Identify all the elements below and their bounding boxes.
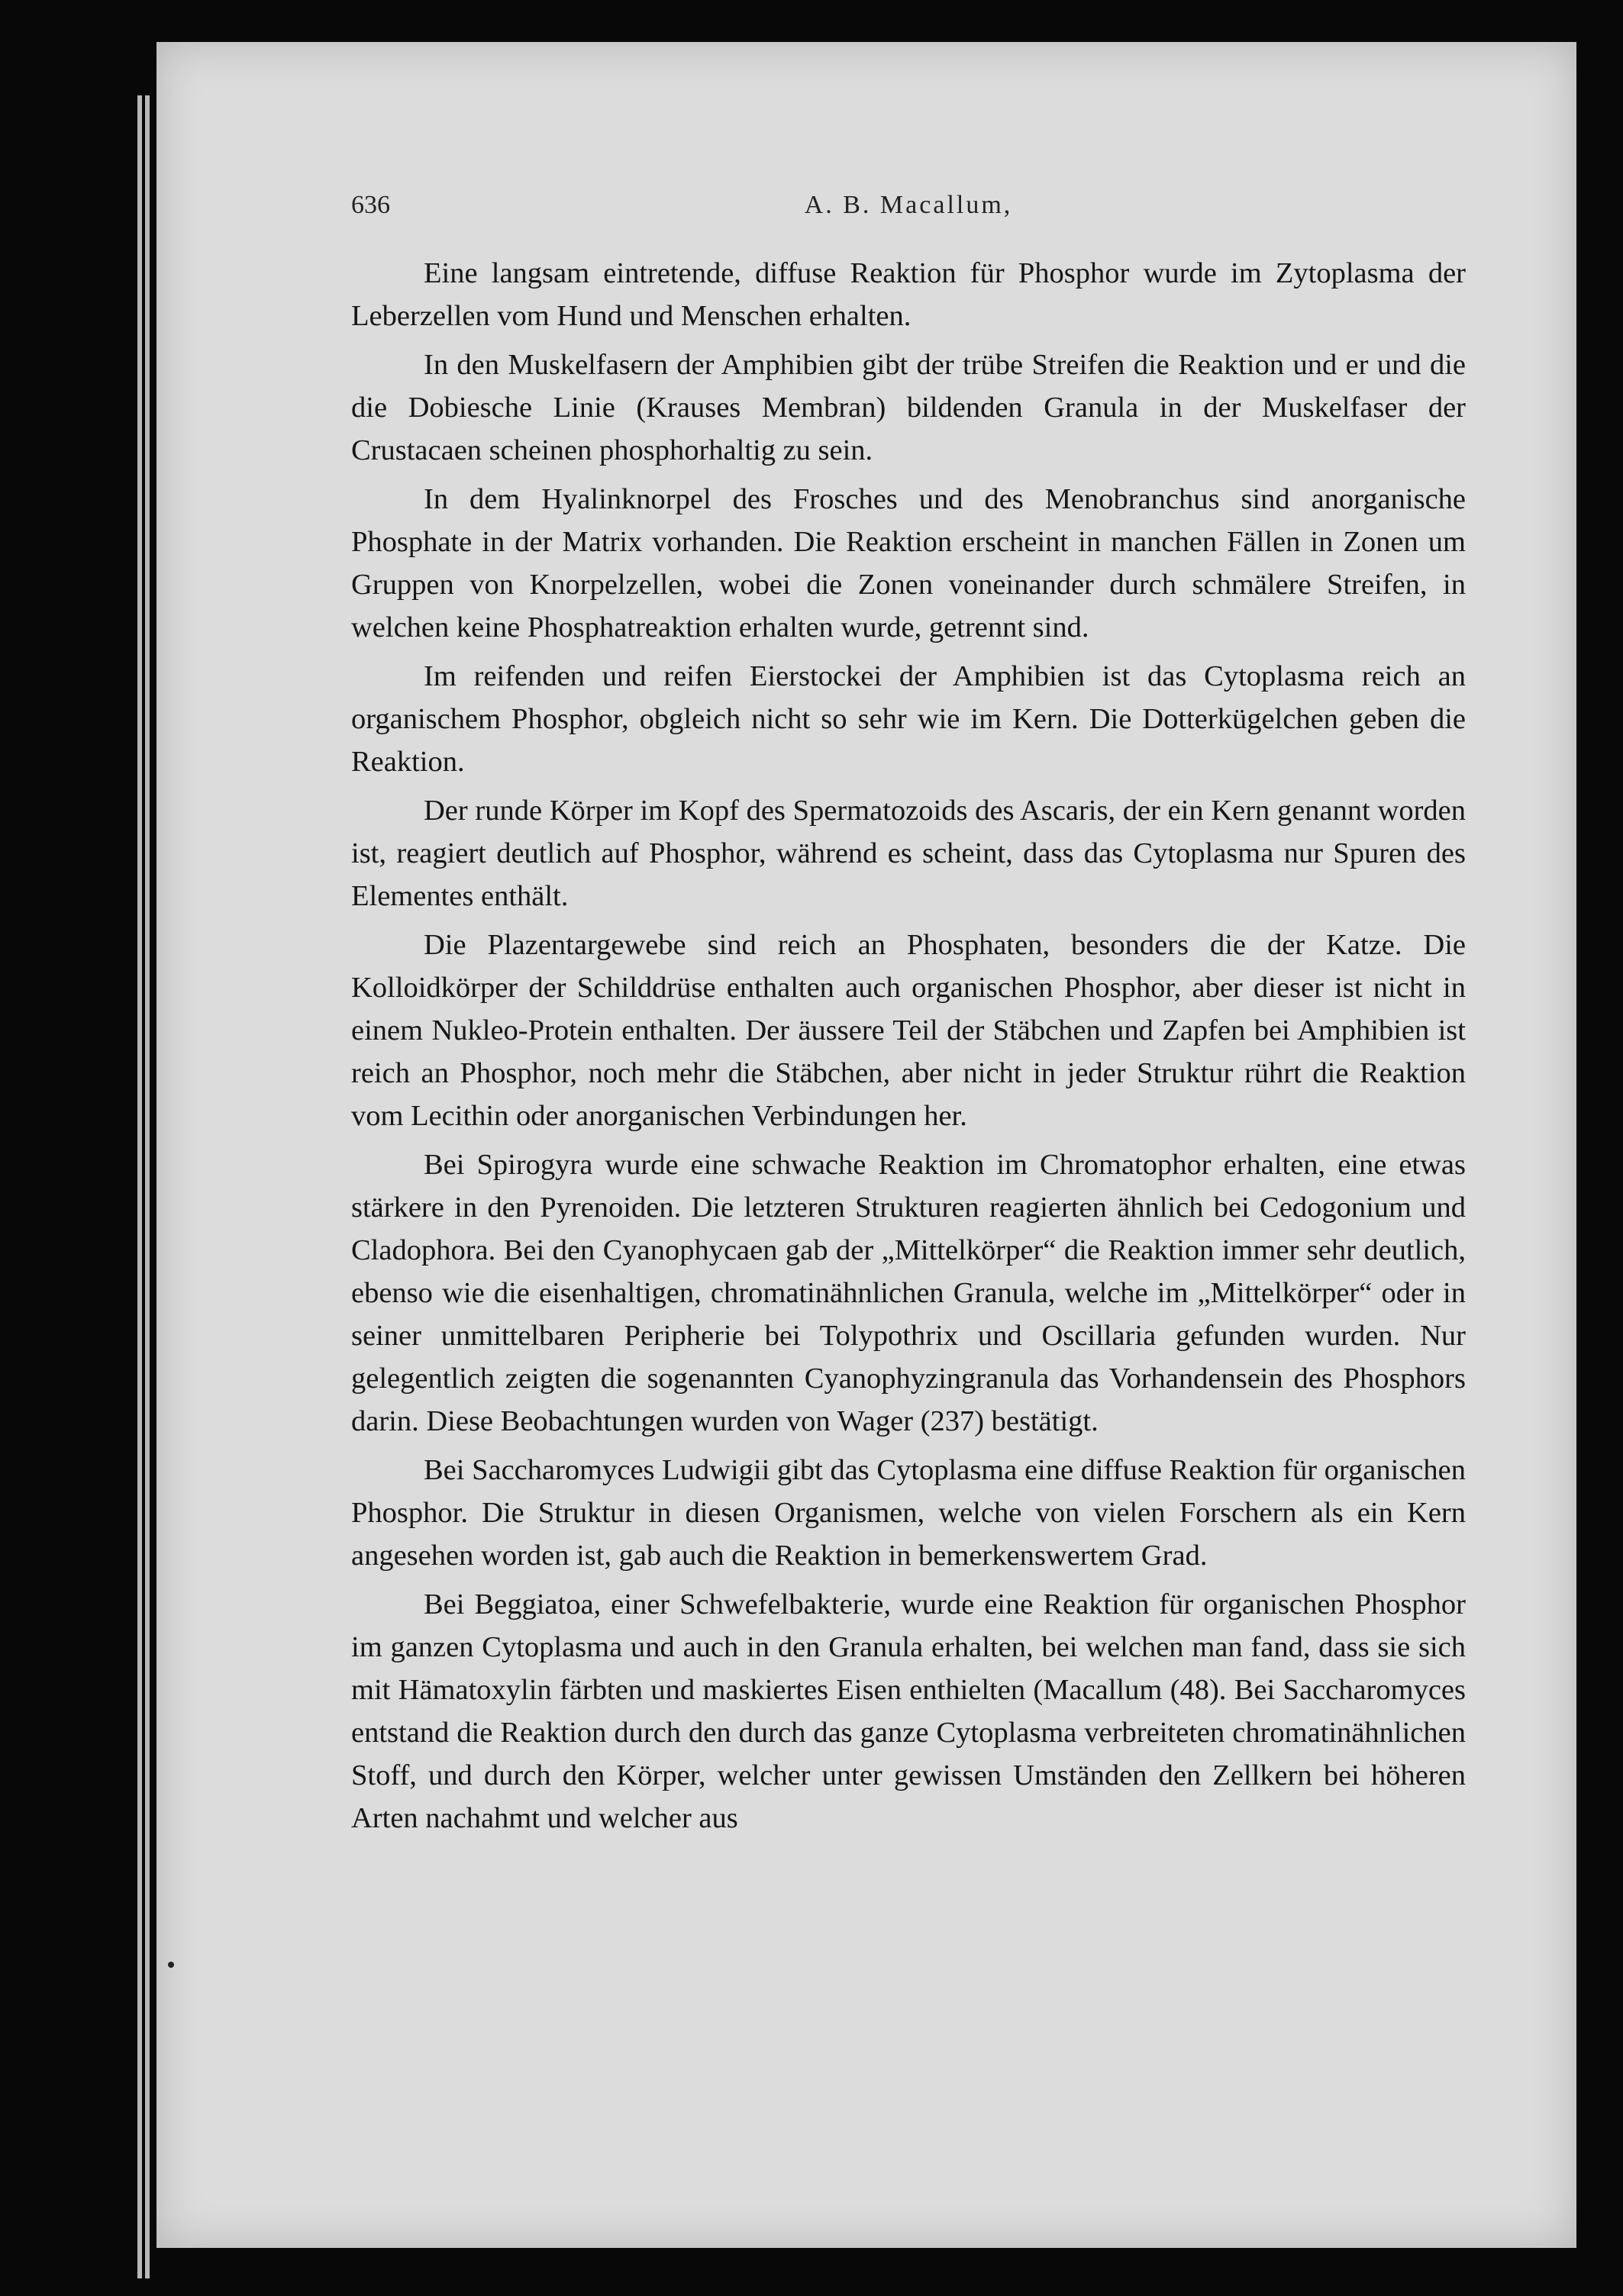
paragraph: In den Muskelfasern der Amphibien gibt der trübe Streifen die Reaktion und er und die die Dobiesche Linie (Krauses Membran) bildenden Granula in der Muskelfaser der Crustacaen scheinen phosphorhaltig zu sein. xyxy=(351,349,1466,466)
paragraph: Bei Beggiatoa, einer Schwefelbakterie, wurde eine Reaktion für organischen Phosphor im ganzen Cytoplasma und auch in den Granula erhalten, bei welchen man fand, dass sie sich mit Hämatoxylin färbten und maskiertes Eisen enthielten (Macallum (48). Bei Saccharomyces entstand die Reaktion durch den durch das ganze Cytoplasma verbreiteten chromatinähnlichen Stoff, und durch den Körper, welcher unter gewissen Umständen den Zellkern bei höheren Arten nachahmt und welcher aus xyxy=(351,1588,1466,1834)
page-number: 636 xyxy=(351,191,390,219)
running-head: A. B. Macallum, xyxy=(804,191,1013,219)
paragraph: In dem Hyalinknorpel des Frosches und des Menobranchus sind anorganische Phosphate in der Matrix vorhanden. Die Reaktion erscheint in manchen Fällen in Zonen um Gruppen von Knorpelzellen, wobei die Zonen voneinander durch schmälere Streifen, in welchen keine Phosphatreaktion erhalten wurde, getrennt sind. xyxy=(351,483,1466,643)
page-edge xyxy=(145,95,150,2278)
paragraph: Eine langsam eintretende, diffuse Reaktion für Phosphor wurde im Zytoplasma der Leberzellen vom Hund und Menschen erhalten. xyxy=(351,257,1466,332)
paragraph: Bei Saccharomyces Ludwigii gibt das Cytoplasma eine diffuse Reaktion für organischen Phosphor. Die Struktur in diesen Organismen, welche von vielen Forschern als ein Kern angesehen worden ist, gab auch die Reaktion in bemerkenswertem Grad. xyxy=(351,1454,1467,1572)
paragraph: Im reifenden und reifen Eierstockei der Amphibien ist das Cytoplasma reich an organischem Phosphor, obgleich nicht so sehr wie im Kern. Die Dotterkügelchen geben die Reaktion. xyxy=(351,660,1466,778)
page-header xyxy=(351,191,1466,229)
page-edge xyxy=(137,95,142,2278)
body-text xyxy=(351,252,1466,1846)
margin-mark xyxy=(168,1962,174,1968)
paragraph: Die Plazentargewebe sind reich an Phosphaten, besonders die der Katze. Die Kolloidkörper der Schilddrüse enthalten auch organischen Phosphor, aber dieser ist nicht in einem Nukleo-Protein enthalten. Der äussere Teil der Stäbchen und Zapfen bei Amphibien ist reich an Phosphor, noch mehr die Stäbchen, aber nicht in jeder Struktur rührt die Reaktion vom Lecithin oder anorganischen Verbindungen her. xyxy=(351,929,1466,1132)
paragraph: Der runde Körper im Kopf des Spermatozoids des Ascaris, der ein Kern genannt worden ist, reagiert deutlich auf Phosphor, während es scheint, dass das Cytoplasma nur Spuren des Elementes enthält. xyxy=(351,795,1466,912)
paragraph: Bei Spirogyra wurde eine schwache Reaktion im Chromatophor erhalten, eine etwas stärkere in den Pyrenoiden. Die letzteren Strukturen reagierten ähnlich bei Cedogonium und Cladophora. Bei den Cyanophycaen gab der „Mittelkörper“ die Reaktion immer sehr deutlich, ebenso wie die eisenhaltigen, chromatinähnlichen Granula, welche im „Mittelkörper“ oder in seiner unmittelbaren Peripherie bei Tolypothrix und Oscillaria gefunden wurden. Nur gelegentlich zeigten die sogenannten Cyanophyzingranula das Vorhandensein des Phosphors darin. Diese Beobachtungen wurden von Wager (237) bestätigt. xyxy=(351,1149,1466,1437)
